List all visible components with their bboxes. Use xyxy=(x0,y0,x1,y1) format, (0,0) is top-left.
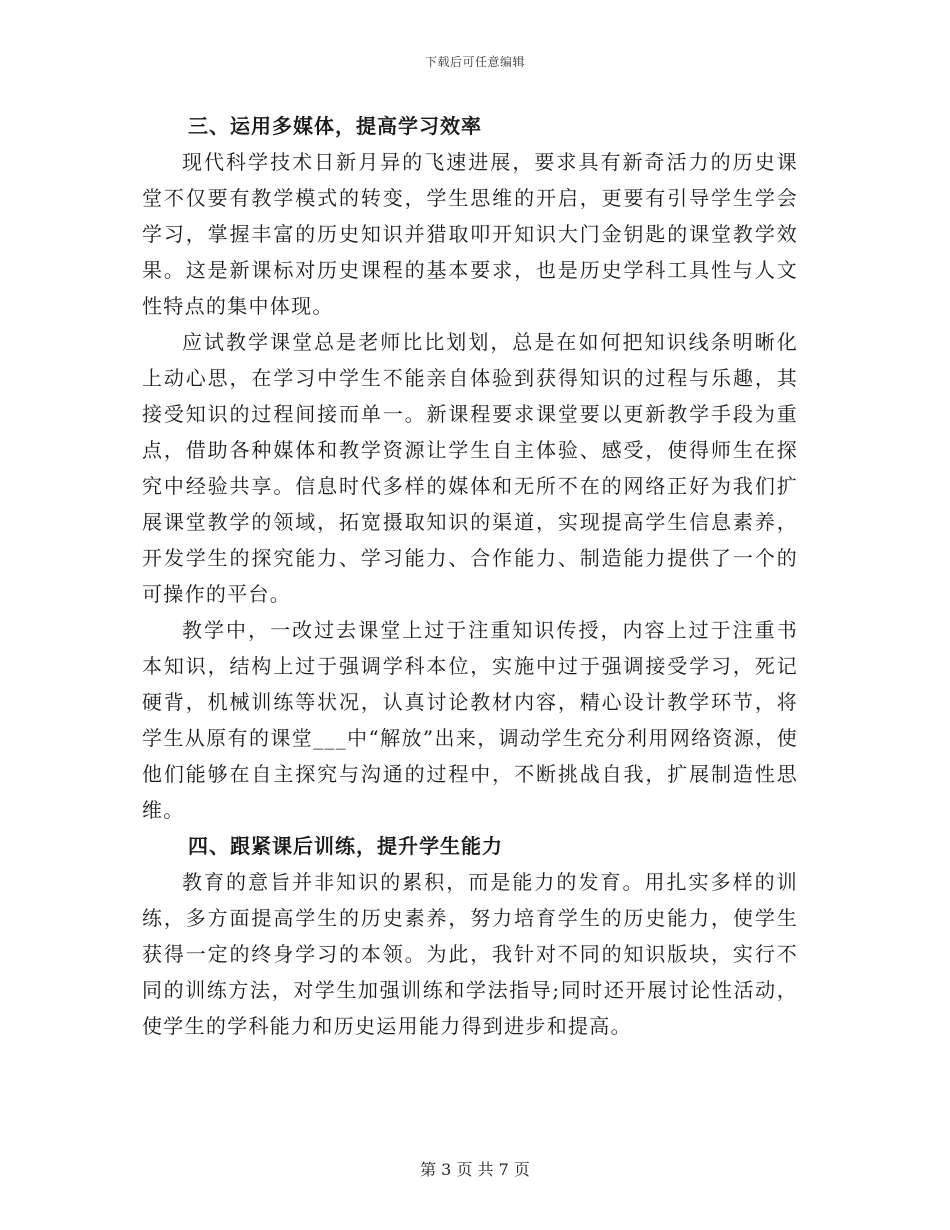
page-header-note: 下载后可任意编辑 xyxy=(424,55,525,69)
section-heading: 三、运用多媒体，提高学习效率 xyxy=(188,114,482,138)
section-heading: 四、跟紧课后训练，提升学生能力 xyxy=(188,834,503,858)
body-paragraph: 教学中，一改过去课堂上过于注重知识传授，内容上过于注重书本知识，结构上过于强调学科本位，实施中过于强调接受学习，死记硬背，机械训练等状况，认真讨论教材内容，精心设计教学环节，将学生从原有的课堂___中“解放”出来，调动学生充分利用网络资源，使他们能够在自主探究与沟通的过程中，不断挑战自我，扩展制造性思维。 xyxy=(142,618,798,822)
document-body xyxy=(142,108,798,1044)
body-paragraph: 现代科学技术日新月异的飞速进展，要求具有新奇活力的历史课堂不仅要有教学模式的转变，学生思维的开启，更要有引导学生学会学习，掌握丰富的历史知识并猎取叩开知识大门金钥匙的课堂教学效果。这是新课标对历史课程的基本要求，也是历史学科工具性与人文性特点的集中体现。 xyxy=(142,150,798,318)
page-number: 第 3 页 共 7 页 xyxy=(420,1160,530,1179)
body-paragraph: 教育的意旨并非知识的累积，而是能力的发育。用扎实多样的训练，多方面提高学生的历史素养，努力培育学生的历史能力，使学生获得一定的终身学习的本领。为此，我针对不同的知识版块，实行不同的训练方法，对学生加强训练和学法指导;同时还开展讨论性活动，使学生的学科能力和历史运用能力得到进步和提高。 xyxy=(142,870,798,1038)
body-paragraph: 应试教学课堂总是老师比比划划，总是在如何把知识线条明晰化上动心思，在学习中学生不能亲自体验到获得知识的过程与乐趣，其接受知识的过程间接而单一。新课程要求课堂要以更新教学手段为重点，借助各种媒体和教学资源让学生自主体验、感受，使得师生在探究中经验共享。信息时代多样的媒体和无所不在的网络正好为我们扩展课堂教学的领域，拓宽摄取知识的渠道，实现提高学生信息素养，开发学生的探究能力、学习能力、合作能力、制造能力提供了一个的可操作的平台。 xyxy=(142,330,798,606)
